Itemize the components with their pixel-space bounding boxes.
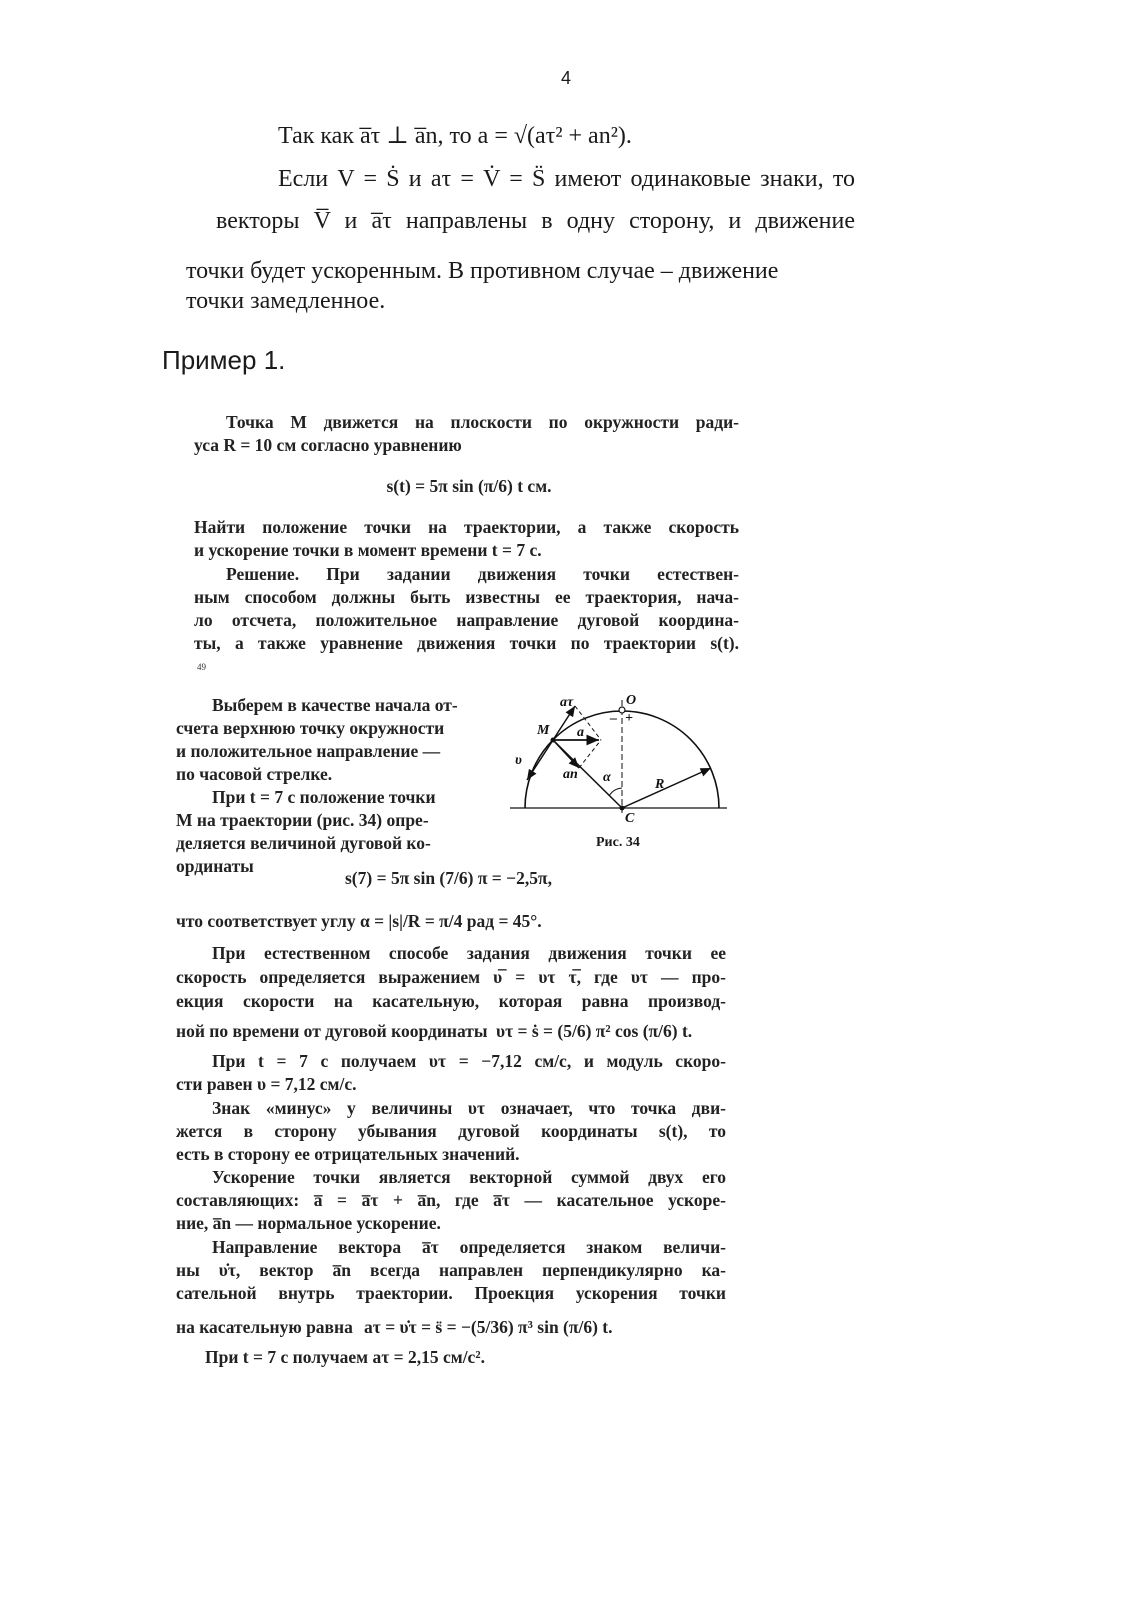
body-line-13: Направление вектора a̅τ определяется знаком величи- [212,1237,726,1257]
point-M [551,738,556,743]
side-line-2: счета верхнюю точку окружности [176,718,445,738]
page-number: 4 [560,68,571,88]
label-C: C [625,811,635,826]
label-a: a [577,725,584,740]
body-line-15: сательной внутрь траектории. Проекция ускорения точки [176,1283,726,1303]
a-tau-vector [553,706,575,740]
side-line-1: Выберем в качестве начала от- [212,695,458,715]
body-line-14: ны υ̇τ, вектор a̅n всегда направлен перпендикулярно ка- [176,1260,726,1280]
label-a-tau: aτ [560,695,574,710]
intro-line-2: Если V = Ṡ и aτ = V̇ = S̈ имеют одинаковые знаки, то [278,166,855,192]
label-minus: – [610,711,617,726]
equation-a-tau: aτ = υ̇τ = s̈ = −(5/36) π³ sin (π/6) t. [364,1317,613,1337]
point-C [620,806,625,811]
side-line-3: и положительное направление — [176,741,441,761]
figure-caption: Рис. 34 [596,835,640,850]
body-line-7: Знак «минус» у величины υτ означает, что точка дви- [212,1098,726,1118]
problem-line-3: Найти положение точки на траектории, а также скорость [194,517,739,537]
body-line-1: При естественном способе задания движения точки ее [212,943,726,963]
side-line-5: При t = 7 с положение точки [212,787,436,807]
angle-arc [609,788,622,796]
problem-line-2: уса R = 10 см согласно уравнению [194,435,462,455]
label-v: υ [515,753,522,768]
body-line-5: При t = 7 с получаем υτ = −7,12 см/с, и модуль скоро- [212,1051,726,1071]
label-O: O [626,693,637,708]
body-line-8: жется в сторону убывания дуговой координаты s(t), то [176,1121,726,1141]
equation-v-tau: υτ = ṡ = (5/6) π² cos (π/6) t. [496,1021,693,1041]
equation-angle: что соответствует углу α = |s|/R = π/4 рад = 45°. [176,911,542,931]
label-alpha: α [603,770,611,785]
body-line-3: екция скорости на касательную, которая равна производ- [176,991,726,1011]
solution-line-3: ло отсчета, положительное направление дуговой координа- [194,610,739,630]
equation-s-of-t: s(t) = 5π sin (π/6) t см. [386,476,552,496]
solution-line-2: ным способом должны быть известны ее траектория, нача- [194,587,739,607]
problem-line-4: и ускорение точки в момент времени t = 7 с. [194,540,542,560]
intro-line-4: точки будет ускоренным. В противном случае – движение [186,258,779,284]
example-title: Пример 1. [162,345,286,375]
intro-line-3: векторы V̅ и a̅τ направлены в одну сторону, и движение [216,208,855,234]
solution-line-4: ты, а также уравнение движения точки по траектории s(t). [194,633,739,653]
velocity-vector [527,740,553,780]
radius-vector [622,768,711,808]
body-line-17: При t = 7 с получаем aτ = 2,15 см/с². [205,1347,485,1367]
a-n-vector [553,740,579,768]
body-line-10: Ускорение точки является векторной суммой двух его [212,1167,726,1187]
figure-34 [505,688,735,828]
intro-line-1: Так как a̅τ ⊥ a̅n, то a = √(aτ² + an²). [278,123,632,149]
side-line-6: M на траектории (рис. 34) опре- [176,810,429,830]
equation-s7: s(7) = 5π sin (7/6) π = −2,5π, [345,868,552,888]
body-line-9: есть в сторону ее отрицательных значений. [176,1144,520,1164]
label-M: M [537,723,550,738]
problem-line-1: Точка M движется на плоскости по окружности ради- [226,412,739,432]
solution-line-1: Решение. При задании движения точки естествен- [226,564,739,584]
label-R: R [655,777,665,792]
body-line-6: сти равен υ = 7,12 см/с. [176,1074,357,1094]
body-line-4: ной по времени от дуговой координаты [176,1021,488,1041]
page-fragment: 49 [197,662,206,672]
intro-line-5: точки замедленное. [186,288,386,314]
label-a-n: an [563,767,578,782]
side-line-8: ординаты [176,856,254,876]
body-line-12: ние, a̅n — нормальное ускорение. [176,1213,441,1233]
side-line-7: деляется величиной дуговой ко- [176,833,431,853]
label-plus: + [625,711,633,726]
side-line-4: по часовой стрелке. [176,764,333,784]
dashed-projection-2 [579,740,601,768]
body-line-2: скорость определяется выражением υ̅ = υτ τ̅, где υτ — про- [176,967,726,987]
body-line-16: на касательную равна [176,1317,353,1337]
body-line-11: составляющих: a̅ = a̅τ + a̅n, где a̅τ — касательное ускоре- [176,1190,726,1210]
